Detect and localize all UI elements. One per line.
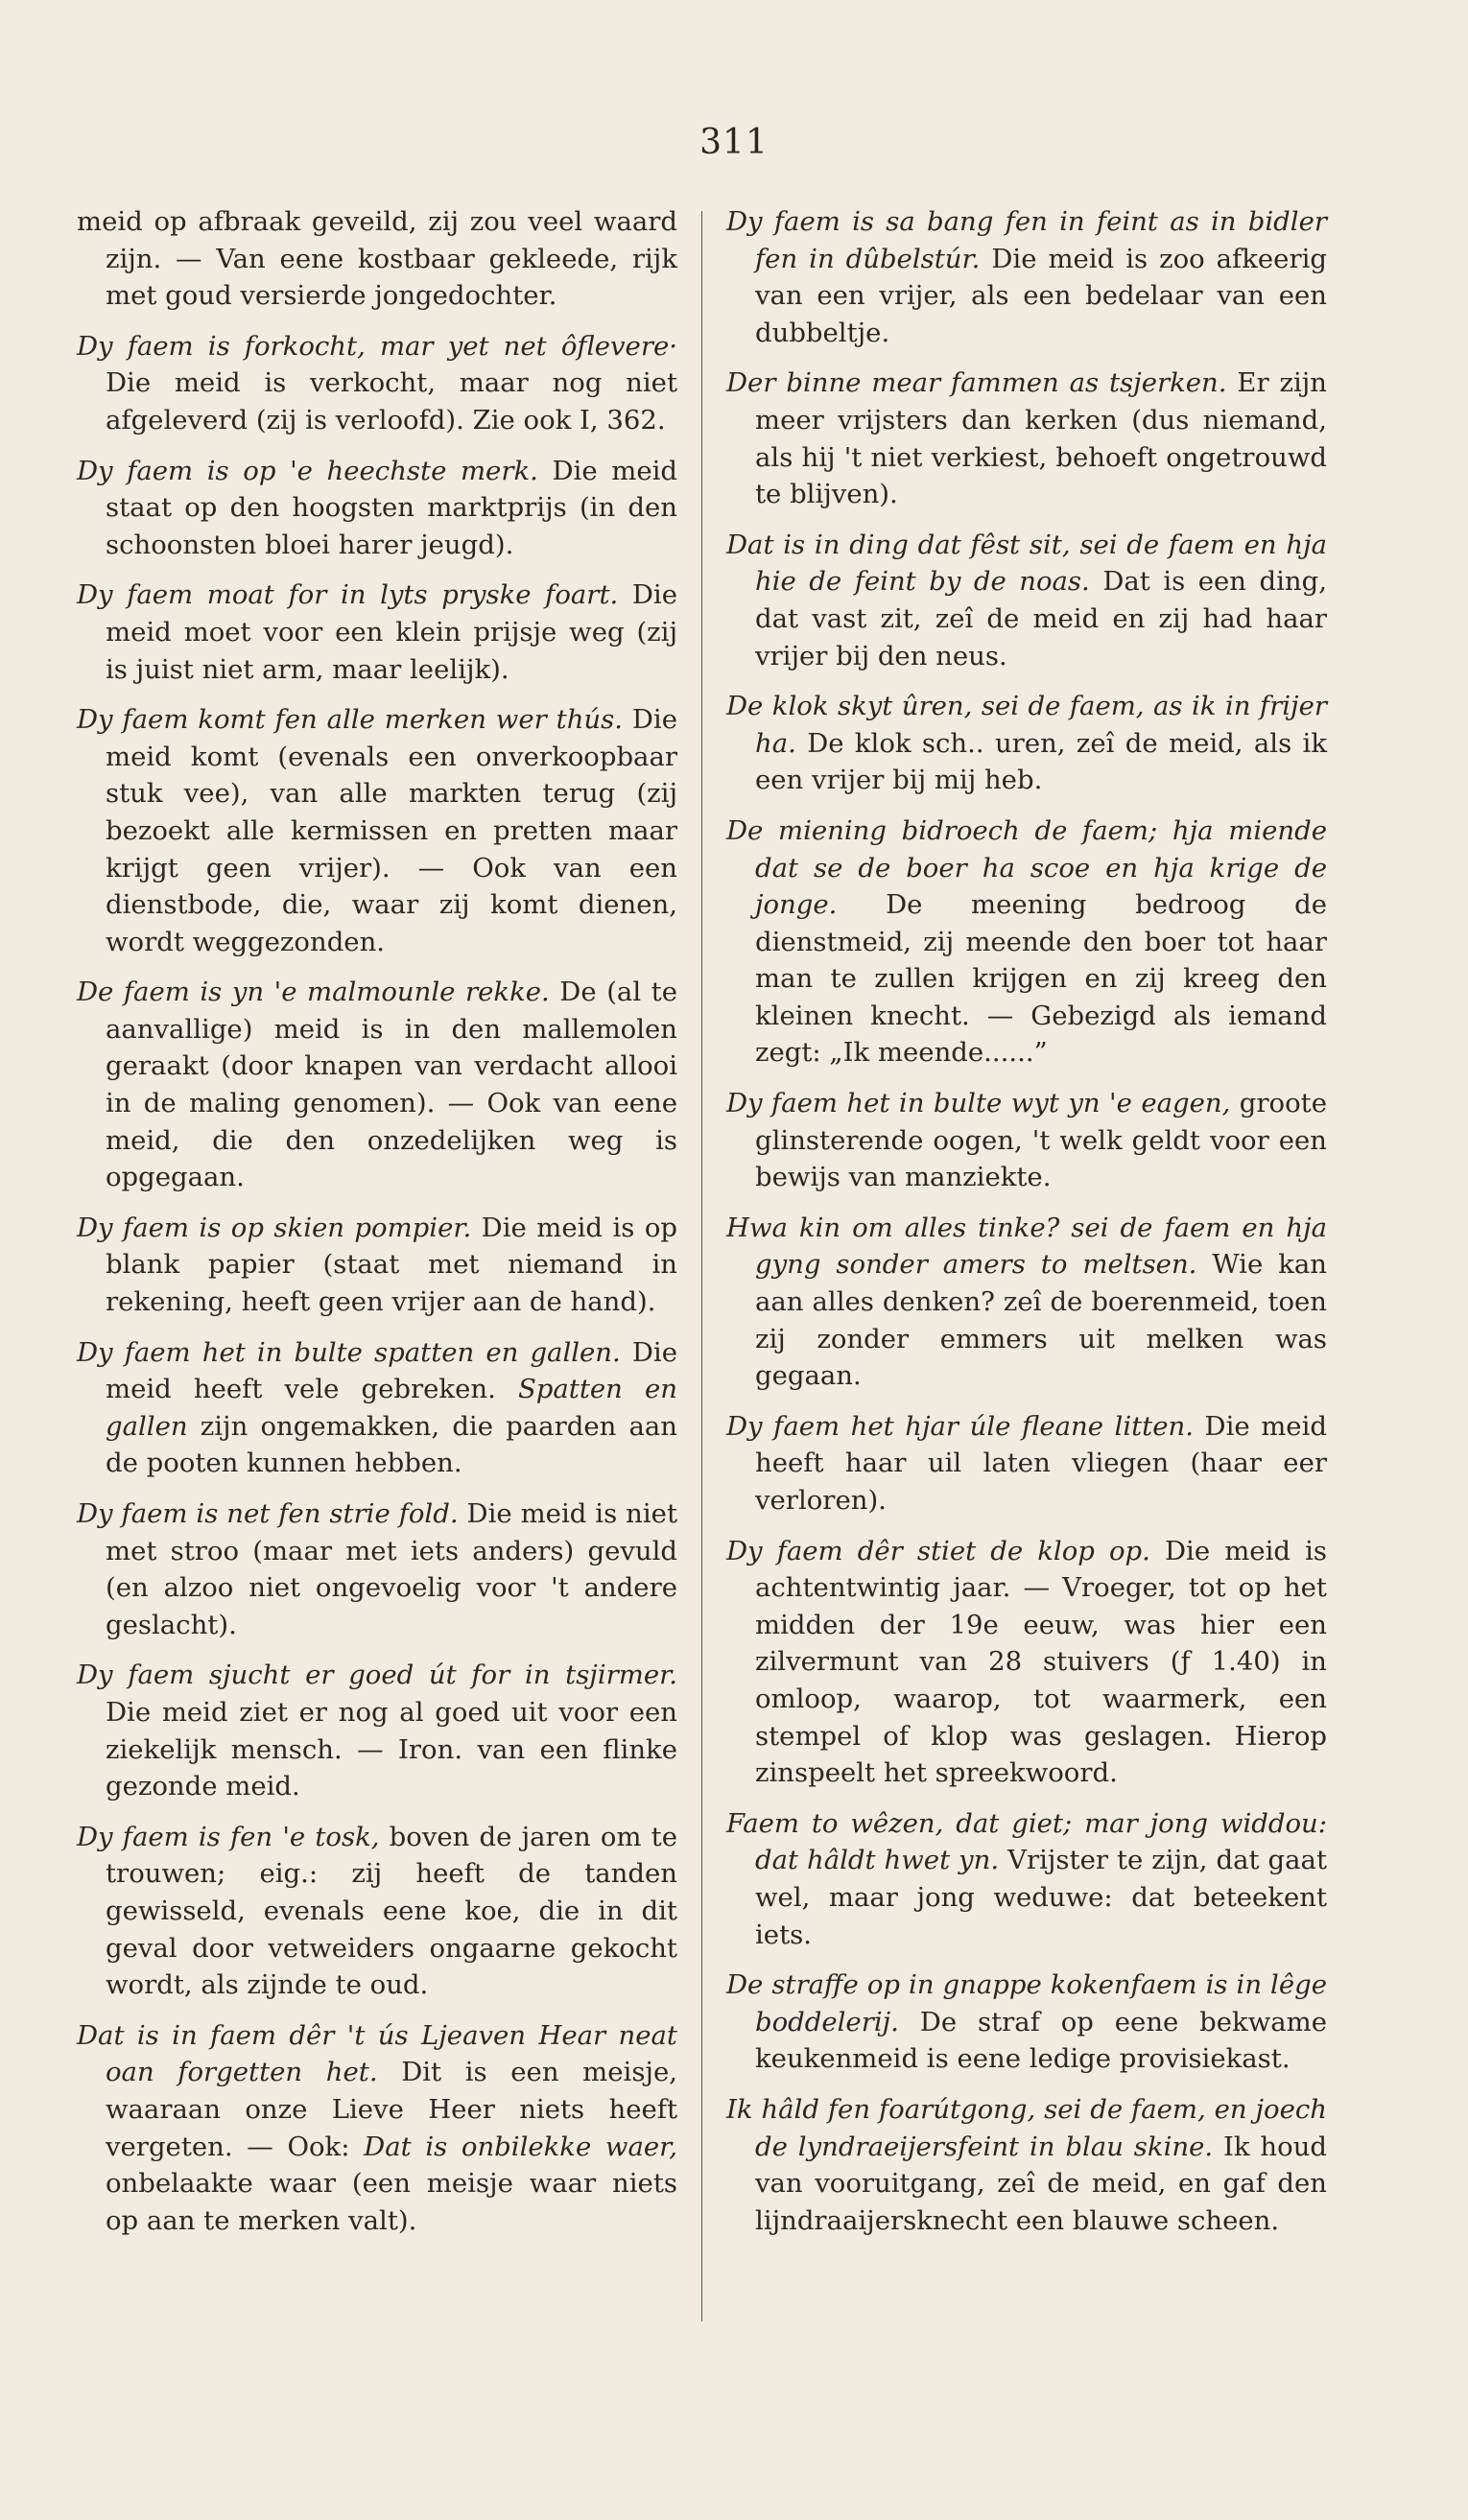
entry: Faem to wêzen, dat giet; mar jong widdou: dat hâldt hwet yn. Vrijster te zijn, dat gaat wel, maar jong weduwe: dat beteekent iets. — [726, 1807, 1327, 1950]
entry: Dy faem het in bulte spatten en gallen. Die meid heeft vele gebreken. Spatten en gallen zijn ongemakken, die paarden aan de pooten kunnen hebben. — [77, 1336, 677, 1479]
entry: Ik hâld fen foarútgong, sei de faem, en joech de lyndraeijersfeint in blau skine. Ik houd van vooruitgang, zeî de meid, en gaf den lijndraaijersknecht een blauwe scheen. — [726, 2093, 1328, 2236]
entry: Dy faem moat for in lyts pryske foart. Die meid moet voor een klein prijsje weg (zij is juist niet arm, maar leelijk). — [77, 579, 677, 685]
entry: Dy faem is op skien pompier. Die meid is op blank papier (staat met niemand in rekening, heeft geen vrijer aan de hand). — [77, 1212, 677, 1318]
entry: Dy faem dêr stiet de klop op. Die meid is achtentwintig jaar. — Vroeger, tot op het midden der 19e eeuw, was hier een zilvermunt van 28 stuivers (ƒ 1.40) in omloop, waarop, tot waarmerk, een stempel of klop was geslagen. Hierop zinspeelt het spreekwoord. — [726, 1535, 1328, 1789]
entry: meid op afbraak geveild, zij zou veel waard zijn. — Van eene kostbaar gekleede, rijk met goud versierde jongedochter. — [77, 206, 677, 312]
entry: Dy faem is forkocht, mar yet net ôflevere· Die meid is verkocht, maar nog niet afgeleverd (zij is verloofd). Zie ook I, 362. — [77, 330, 677, 436]
entry: Der binne mear fammen as tsjerken. Er zijn meer vrijsters dan kerken (dus niemand, als hij 't niet verkiest, behoeft ongetrouwd te blijven). — [726, 367, 1327, 510]
entry: Dy faem is fen 'e tosk, boven de jaren om te trouwen; eig.: zij heeft de tanden gewisseld, evenals eene koe, die in dit geval door vetweiders ongaarne gekocht wordt, als zijnde te oud. — [77, 1821, 677, 2001]
column-divider — [701, 211, 702, 2321]
entry: Dy faem het hjar úle fleane litten. Die meid heeft haar uil laten vliegen (haar eer verloren). — [726, 1410, 1327, 1516]
entry: Hwa kin om alles tinke? sei de faem en hja gyng sonder amers to meltsen. Wie kan aan alles denken? zeî de boerenmeid, toen zij zonder emmers uit melken was gegaan. — [726, 1212, 1327, 1392]
entry: Dy faem is net fen strie fold. Die meid is niet met stroo (maar met iets anders) gevuld (en alzoo niet ongevoelig voor 't andere geslacht). — [77, 1498, 677, 1640]
entry: De straffe op in gnappe kokenfaem is in lêge boddelerij. De straf op eene bekwame keukenmeid is eene ledige provisiekast. — [726, 1969, 1327, 2075]
entry: Dy faem is sa bang fen in feint as in bidler fen in dûbelstúr. Die meid is zoo afkeerig van een vrijer, als een bedelaar van een dubbeltje. — [726, 206, 1327, 348]
entry: De faem is yn 'e malmounle rekke. De (al te aanvallige) meid is in den mallemolen geraakt (door knapen van verdacht allooi in de maling genomen). — Ook van eene meid, die den onzedelijken weg is opgegaan. — [77, 977, 677, 1193]
entry: Dat is in faem dêr 't ús Ljeaven Hear neat oan forgetten het. Dit is een meisje, waaraan onze Lieve Heer niets heeft vergeten. — Ook: Dat is onbilekke waer, onbelaakte waar (een meisje waar niets op aan te merken valt). — [77, 2019, 677, 2236]
entry: Dy faem is op 'e heechste merk. Die meid staat op den hoogsten marktprijs (in den schoonsten bloei harer jeugd). — [77, 455, 677, 560]
page-number: 311 — [699, 123, 769, 162]
entry: De miening bidroech de faem; hja miende dat se de boer ha scoe en hja krige de jonge. De meening bedroog de dienstmeid, zij meende den boer tot haar man te zullen krijgen en zij kreeg den kleinen knecht. — Gebezigd als iemand zegt: „Ik meende......” — [726, 814, 1327, 1069]
entry: Dy faem het in bulte wyt yn 'e eagen, groote glinsterende oogen, 't welk geldt voor een bewijs van manziekte. — [726, 1088, 1327, 1193]
entry: Dy faem komt fen alle merken wer thús. Die meid komt (evenals een onverkoopbaar stuk vee), van alle markten terug (zij bezoekt alle kermissen en pretten maar krijgt geen vrijer). — Ook van een dienstbode, die, waar zij komt dienen, wordt weggezonden. — [77, 704, 677, 957]
left-column — [77, 203, 677, 2252]
entry: Dy faem sjucht er goed út for in tsjirmer. Die meid ziet er nog al goed uit voor een ziekelijk mensch. — Iron. van een flinke gezonde meid. — [77, 1660, 677, 1802]
entry: De klok skyt ûren, sei de faem, as ik in frijer ha. De klok sch.. uren, zeî de meid, als ik een vrijer bij mij heb. — [726, 691, 1327, 796]
right-column — [726, 203, 1327, 2252]
entry: Dat is in ding dat fêst sit, sei de faem en hja hie de feint by de noas. Dat is een ding, dat vast zit, zeî de meid en zij had haar vrijer bij den neus. — [726, 529, 1327, 671]
